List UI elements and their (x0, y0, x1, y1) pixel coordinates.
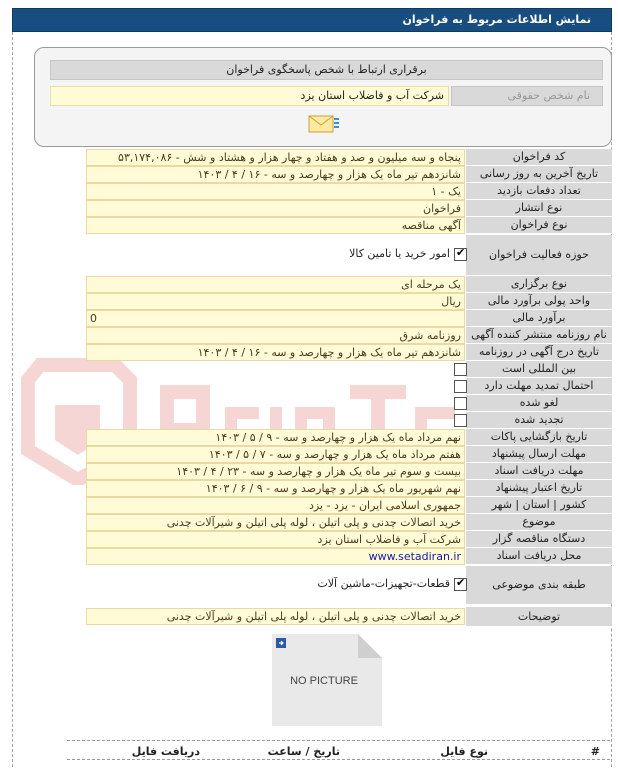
estimate-label: برآورد مالی (466, 310, 612, 327)
page-header (12, 8, 612, 32)
international-label: بین المللی است (466, 361, 612, 378)
col-date-time: تاریخ / ساعت (267, 745, 340, 758)
estimate-value: 0 (86, 310, 465, 327)
cancelled-label: لغو شده (466, 395, 612, 412)
activity-label: حوزه فعالیت فراخوان (466, 235, 612, 275)
docs-place-label: محل دریافت اسناد (466, 548, 612, 565)
organizer-label: دستگاه مناقصه گزار (466, 531, 612, 548)
submit-deadline-value: ۱۴۰۳ / ۵ / ۷ - هفتم مرداد ماه یک هزار و چهارصد و سه (86, 446, 465, 463)
category-option: قطعات-تجهیزات-ماشین آلات (317, 577, 450, 590)
newspaper-date-label: تاریخ درج آگهی در روزنامه (466, 344, 612, 361)
location-value: جمهوری اسلامی ایران - یزد - یزد (86, 497, 465, 514)
col-download: دریافت فایل (131, 745, 200, 758)
international-checkbox[interactable] (454, 363, 467, 376)
currency-value: ریال (86, 293, 465, 310)
newspaper-date-value: ۱۴۰۳ / ۴ / ۱۶ - شانزدهم تیر ماه یک هزار و چهارصد و سه (86, 344, 465, 361)
category-label: طبقه بندی موضوعی (466, 566, 612, 604)
legal-person-label: نام شخص حقوقی (451, 86, 603, 106)
description-value: خرید اتصالات چدنی و پلی اتیلن ، لوله پلی اتیلن و شیرآلات چدنی (86, 608, 465, 625)
subject-label: موضوع (466, 514, 612, 531)
renewed-label: تجدید شده (466, 412, 612, 429)
submit-deadline-label: مهلت ارسال پیشنهاد (466, 446, 612, 463)
newspaper-label: نام روزنامه منتشر کننده آگهی (466, 327, 612, 344)
extension-label: احتمال تمدید مهلت دارد (466, 378, 612, 395)
mail-icon[interactable] (307, 112, 341, 136)
holding-type-value: یک مرحله ای (86, 276, 465, 293)
opening-date-value: ۱۴۰۳ / ۵ / ۹ - نهم مرداد ماه یک هزار و چهارصد و سه (86, 429, 465, 446)
legal-person-value: شرکت آب و فاضلاب استان یزد (50, 86, 449, 106)
docs-deadline-label: مهلت دریافت اسناد (466, 463, 612, 480)
validity-date-value: ۱۴۰۳ / ۶ / ۹ - نهم شهریور ماه یک هزار و چهارصد و سه (86, 480, 465, 497)
extension-checkbox[interactable] (454, 380, 467, 393)
files-table-header (67, 740, 610, 760)
no-picture-image (272, 634, 382, 726)
description-label: توضیحات (466, 607, 612, 627)
docs-place-link[interactable]: www.setadiran.ir (86, 548, 465, 565)
opening-date-label: تاریخ بازگشایی پاکات (466, 429, 612, 446)
publish-type-label: نوع انتشار (466, 200, 612, 217)
last-update-label: تاریخ آخرین به روز رسانی (466, 166, 612, 183)
activity-checkbox[interactable] (454, 248, 467, 261)
col-index: # (590, 745, 600, 758)
cancelled-checkbox[interactable] (454, 397, 467, 410)
visit-count-label: تعداد دفعات بازدید (466, 183, 612, 200)
category-checkbox[interactable] (454, 578, 467, 591)
renewed-checkbox[interactable] (454, 414, 467, 427)
last-update-value: ۱۴۰۳ / ۴ / ۱۶ - شانزدهم تیر ماه یک هزار و چهارصد و سه (86, 166, 465, 183)
location-label: کشور | استان | شهر (466, 497, 612, 514)
currency-label: واحد پولی برآورد مالی (466, 293, 612, 310)
newspaper-value: روزنامه شرق (86, 327, 465, 344)
tender-type-label: نوع فراخوان (466, 217, 612, 234)
col-file-type: نوع فایل (440, 745, 488, 758)
docs-deadline-value: ۱۴۰۳ / ۴ / ۲۳ - بیست و سوم تیر ماه یک هزار و چهارصد و سه (86, 463, 465, 480)
holding-type-label: نوع برگزاری (466, 276, 612, 293)
no-picture-text: NO PICTURE (290, 675, 358, 687)
subject-value: خرید اتصالات چدنی و پلی اتیلن ، لوله پلی اتیلن و شیرآلات چدنی (86, 514, 465, 531)
contact-title: برقراری ارتباط با شخص پاسخگوی فراخوان (50, 60, 603, 80)
publish-type-value: فراخوان (86, 200, 465, 217)
visit-count-value: ۱ - یک (86, 183, 465, 200)
tender-type-value: آگهی مناقصه (86, 217, 465, 234)
activity-option: امور خرید یا تامین کالا (349, 247, 450, 260)
validity-date-label: تاریخ اعتبار پیشنهاد (466, 480, 612, 497)
organizer-value: شرکت آب و فاضلاب استان یزد (86, 531, 465, 548)
tender-code-value: ۵۳,۱۷۴,۰۸۶ - پنجاه و سه میلیون و صد و هفتاد و چهار هزار و هشتاد و شش (86, 149, 465, 166)
tender-code-label: کد فراخوان (466, 149, 612, 166)
page-title: نمایش اطلاعات مربوط به فراخوان (402, 13, 591, 26)
